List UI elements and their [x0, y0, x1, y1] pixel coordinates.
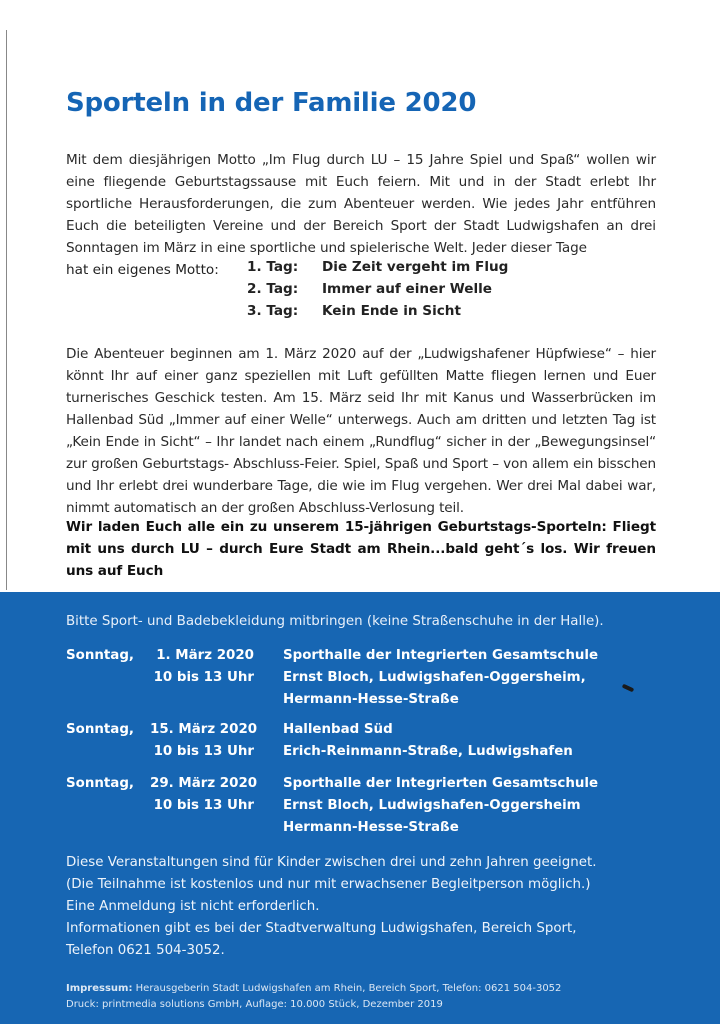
- motto-text-1: Die Zeit vergeht im Flug: [322, 259, 509, 275]
- imprint-label: Impressum:: [66, 983, 133, 994]
- page-edge-line: [6, 30, 7, 590]
- clothing-note: Bitte Sport- und Badebekleidung mitbringen (keine Straßenschuhe in der Halle).: [66, 614, 604, 629]
- event-place-line: Hermann-Hesse-Straße: [283, 820, 459, 835]
- intro-paragraph: Mit dem diesjährigen Motto „Im Flug durch LU – 15 Jahre Spiel und Spaß“ wollen wir eine fliegende Geburtstagssause mit Euch feiern. Mit und in der Stadt erlebt Ihr sportliche Herausforderungen, die zum Abenteuer werden. Wie jedes Jahr entführen Euch die beteiligten Vereine und der Bereich Sport der Stadt Ludwigshafen an drei Sonntagen im März in eine sportliche und spielerische Welt. Jeder dieser Tage: [66, 152, 656, 256]
- imprint-line-2: Druck: printmedia solutions GmbH, Auflage: 10.000 Stück, Dezember 2019: [66, 999, 443, 1010]
- event-time: 10 bis 13 Uhr: [153, 744, 254, 759]
- event-place-line: Hallenbad Süd: [283, 722, 393, 737]
- info-line: Informationen gibt es bei der Stadtverwaltung Ludwigshafen, Bereich Sport,: [66, 921, 577, 936]
- motto-text-2: Immer auf einer Welle: [322, 281, 493, 297]
- event-day: Sonntag,: [66, 776, 135, 791]
- event-day: Sonntag,: [66, 722, 135, 737]
- imprint: [66, 981, 561, 1013]
- invitation-paragraph: Wir laden Euch alle ein zu unserem 15-jährigen Geburtstags-Sporteln: Fliegt mit uns durch LU – durch Eure Stadt am Rhein...bald geht´s los. Wir freuen uns auf Euch: [66, 519, 656, 579]
- event-time: 10 bis 13 Uhr: [153, 670, 254, 685]
- info-line: (Die Teilnahme ist kostenlos und nur mit erwachsener Begleitperson möglich.): [66, 877, 591, 892]
- motto-text-3: Kein Ende in Sicht: [322, 303, 461, 319]
- event-place-line: Ernst Bloch, Ludwigshafen-Oggersheim,: [283, 670, 586, 685]
- event-place-line: Erich-Reinmann-Straße, Ludwigshafen: [283, 744, 573, 759]
- event-place-line: Hermann-Hesse-Straße: [283, 692, 459, 707]
- event-date: 29. März 2020: [150, 776, 258, 791]
- info-line: Telefon 0621 504-3052.: [66, 943, 225, 958]
- event-info-panel: [0, 592, 720, 1024]
- event-time: 10 bis 13 Uhr: [153, 798, 254, 813]
- info-line: Eine Anmeldung ist nicht erforderlich.: [66, 899, 320, 914]
- event-date: 1. März 2020: [156, 648, 254, 663]
- event-place-line: Ernst Bloch, Ludwigshafen-Oggersheim: [283, 798, 581, 813]
- body-paragraph: Die Abenteuer beginnen am 1. März 2020 auf der „Ludwigshafener Hüpfwiese“ – hier könnt Ihr auf einer ganz speziellen mit Luft gefüllten Matte fliegen lernen und Euer turnerisches Geschick testen. Am 15. März seid Ihr mit Kanus und Wasserbrücken im Hallenbad Süd „Immer auf einer Welle“ unterwegs. Auch am dritten und letzten Tag ist „Kein Ende in Sicht“ – Ihr landet nach einem „Rundflug“ sicher in der „Bewegungsinsel“ zur großen Geburtstags- Abschluss-Feier. Spiel, Spaß und Sport – von allem ein bisschen und Ihr erlebt drei wunderbare Tage, die wie im Flug vergehen. Wer drei Mal dabei war, nimmt automatisch an der großen Abschluss-Verlosung teil.: [66, 346, 656, 516]
- motto-lead: hat ein eigenes Motto:: [66, 262, 219, 278]
- motto-day-3: 3. Tag:: [247, 303, 299, 319]
- event-date: 15. März 2020: [150, 722, 258, 737]
- motto-day-1: 1. Tag:: [247, 259, 299, 275]
- event-place-line: Sporthalle der Integrierten Gesamtschule: [283, 776, 599, 791]
- event-day: Sonntag,: [66, 648, 135, 663]
- page-title: Sporteln in der Familie 2020: [66, 88, 477, 118]
- info-block: [66, 852, 666, 962]
- motto-day-2: 2. Tag:: [247, 281, 299, 297]
- event-place-line: Sporthalle der Integrierten Gesamtschule: [283, 648, 599, 663]
- info-line: Diese Veranstaltungen sind für Kinder zwischen drei und zehn Jahren geeignet.: [66, 855, 597, 870]
- imprint-line-1: Herausgeberin Stadt Ludwigshafen am Rhein, Bereich Sport, Telefon: 0621 504-3052: [132, 983, 562, 994]
